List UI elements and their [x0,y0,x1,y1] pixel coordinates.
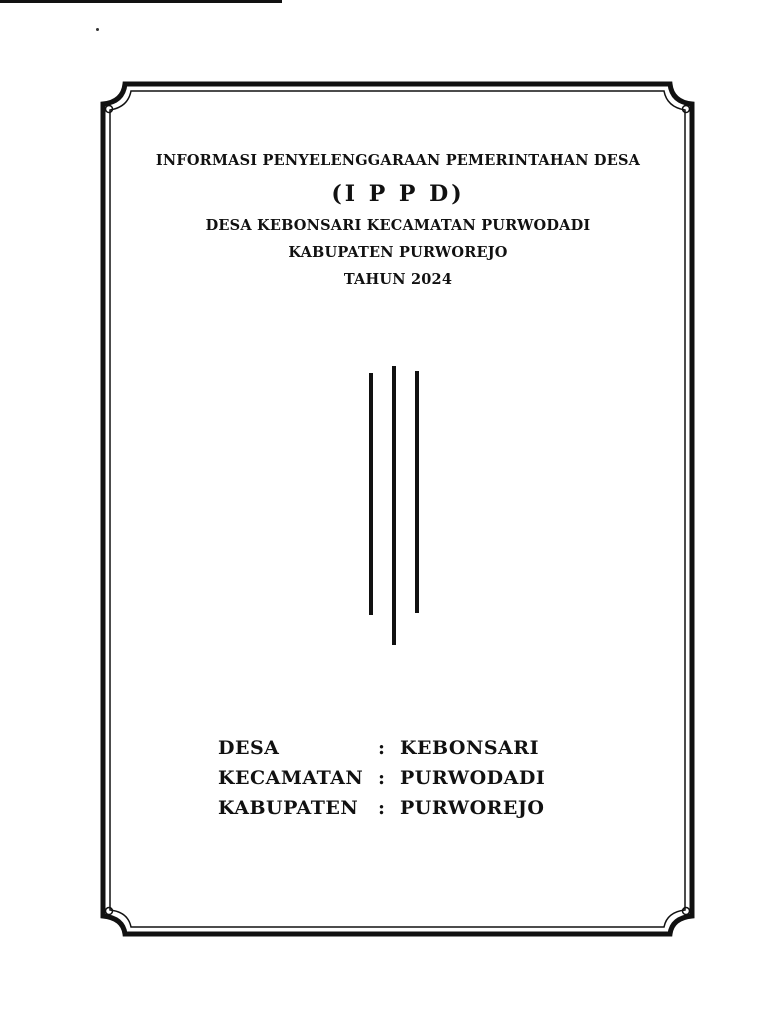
detail-label: KABUPATEN [218,797,359,819]
detail-value: PURWODADI [400,767,546,789]
corner-ornament-bottom-right [683,908,690,915]
decorative-bar-center [392,366,396,645]
decorative-bar-left [369,373,373,615]
detail-colon: : [378,797,386,819]
detail-value: KEBONSARI [400,737,539,759]
document-title: INFORMASI PENYELENGGARAAN PEMERINTAHAN DESA [155,152,641,169]
document-abbreviation: (I P P D) [331,181,465,207]
detail-value: PURWOREJO [400,797,545,819]
kabupaten-line: KABUPATEN PURWOREJO [288,244,508,261]
detail-label: KECAMATAN [218,767,364,789]
decorative-bar-right [415,371,419,613]
detail-colon: : [378,737,386,759]
detail-label: DESA [218,737,280,759]
desa-kecamatan-line: DESA KEBONSARI KECAMATAN PURWODADI [205,217,591,234]
detail-colon: : [378,767,386,789]
corner-ornament-bottom-left [106,908,113,915]
year-line: TAHUN 2024 [343,271,453,288]
outer-border [103,84,692,934]
